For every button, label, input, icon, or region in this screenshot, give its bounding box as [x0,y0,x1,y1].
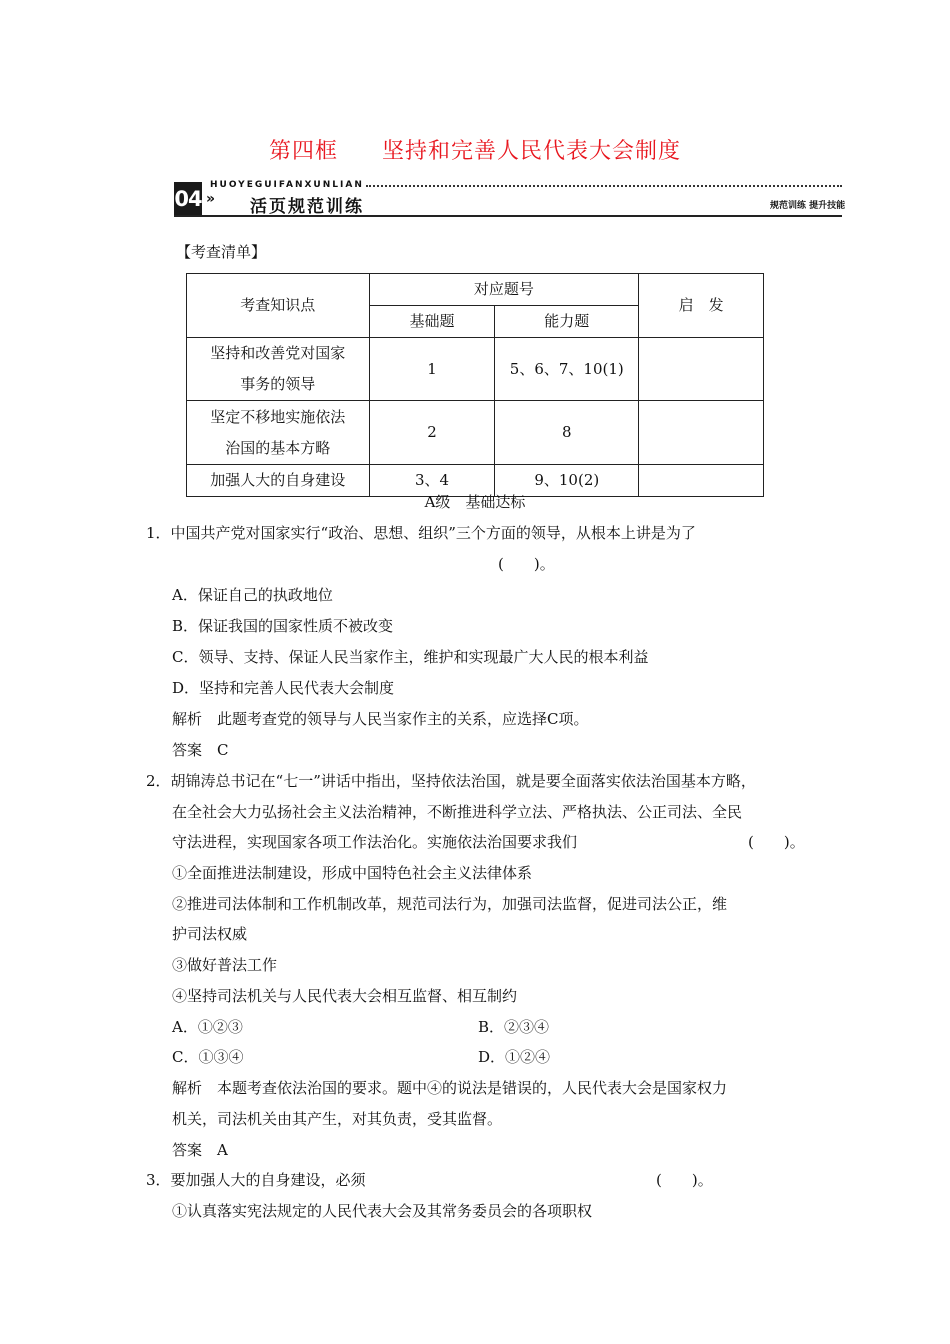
cell-basic: 2 [369,401,495,465]
page-title [0,134,950,165]
q2-stem-line2: 在全社会大力弘扬社会主义法治精神，不断推进科学立法、严格执法、公正司法、全民 [172,803,743,821]
table-row [187,338,764,401]
cell-inspire [639,401,764,465]
q2-answer: 答案 A [172,1141,228,1159]
header-knowledge-point: 考查知识点 [187,274,370,338]
checklist-table [186,273,764,497]
q1-option-d: D．坚持和完善人民代表大会制度 [172,679,395,697]
level-heading: A级 基础达标 [424,493,526,511]
q1-answer: 答案 C [172,741,229,759]
q2-paren: ( )。 [748,833,805,851]
banner-heading: 活页规范训练 [250,197,364,217]
header-questions: 对应题号 [369,274,639,306]
q2-statement-3: ③做好普法工作 [172,956,278,974]
q2-option-d: D．①②④ [478,1048,551,1066]
q3-paren: ( )。 [656,1171,713,1189]
header-basic: 基础题 [369,306,495,338]
cell-point: 坚持和改善党对国家 事务的领导 [187,338,370,401]
double-arrow-icon: » [206,191,216,207]
q1-option-a: A．保证自己的执政地位 [172,586,333,604]
q2-statement-2a: ②推进司法体制和工作机制改革，规范司法行为，加强司法监督，促进司法公正，维 [172,895,728,913]
cell-ability: 9、10(2) [495,465,639,497]
title-part1: 第四框 [268,139,338,164]
banner-pinyin: HUOYEGUIFANXUNLIAN [210,180,364,190]
section-number-badge: 04 [174,182,202,216]
header-ability: 能力题 [495,306,639,338]
q2-option-a: A．①②③ [172,1018,243,1036]
q2-statement-2b: 护司法权威 [172,925,248,943]
cell-point: 加强人大的自身建设 [187,465,370,497]
q2-statement-1: ①全面推进法制建设，形成中国特色社会主义法律体系 [172,864,533,882]
cell-point: 坚定不移地实施依法 治国的基本方略 [187,401,370,465]
header-inspire: 启 发 [639,274,764,338]
cell-basic: 3、4 [369,465,495,497]
q2-stem-line1: 2．胡锦涛总书记在“七一”讲话中指出，坚持依法治国，就是要全面落实依法治国基本方略， [146,772,756,790]
q2-stem-line3: 守法进程，实现国家各项工作法治化。实施依法治国要求我们 [172,833,578,851]
q2-option-c: C．①③④ [172,1048,244,1066]
cell-ability: 5、6、7、10(1) [495,338,639,401]
checklist-title: 【考查清单】 [176,243,267,261]
q2-option-b: B．②③④ [478,1018,550,1036]
q3-stem: 3．要加强人大的自身建设，必须 [146,1171,366,1189]
q2-analysis-line1: 解析 本题考查依法治国的要求。题中④的说法是错误的，人民代表大会是国家权力 [172,1079,728,1097]
q1-stem: 1．中国共产党对国家实行“政治、思想、组织”三个方面的领导，从根本上讲是为了 [146,524,696,542]
q1-paren: ( )。 [498,555,555,573]
q2-statement-4: ④坚持司法机关与人民代表大会相互监督、相互制约 [172,987,518,1005]
q1-option-c: C．领导、支持、保证人民当家作主，维护和实现最广大人民的根本利益 [172,648,649,666]
banner-rule [174,215,842,217]
q2-analysis-line2: 机关，司法机关由其产生，对其负责，受其监督。 [172,1110,503,1128]
q3-statement-1: ①认真落实宪法规定的人民代表大会及其常务委员会的各项职权 [172,1202,593,1220]
q1-option-b: B．保证我国的国家性质不被改变 [172,617,394,635]
q1-analysis: 解析 此题考查党的领导与人民当家作主的关系，应选择C项。 [172,710,589,728]
banner-dotted-rule [366,185,842,187]
cell-basic: 1 [369,338,495,401]
cell-inspire [639,338,764,401]
cell-ability: 8 [495,401,639,465]
title-part2: 坚持和完善人民代表大会制度 [382,139,682,164]
banner-slogan: 规范训练 提升技能 [770,201,846,211]
table-row [187,401,764,465]
